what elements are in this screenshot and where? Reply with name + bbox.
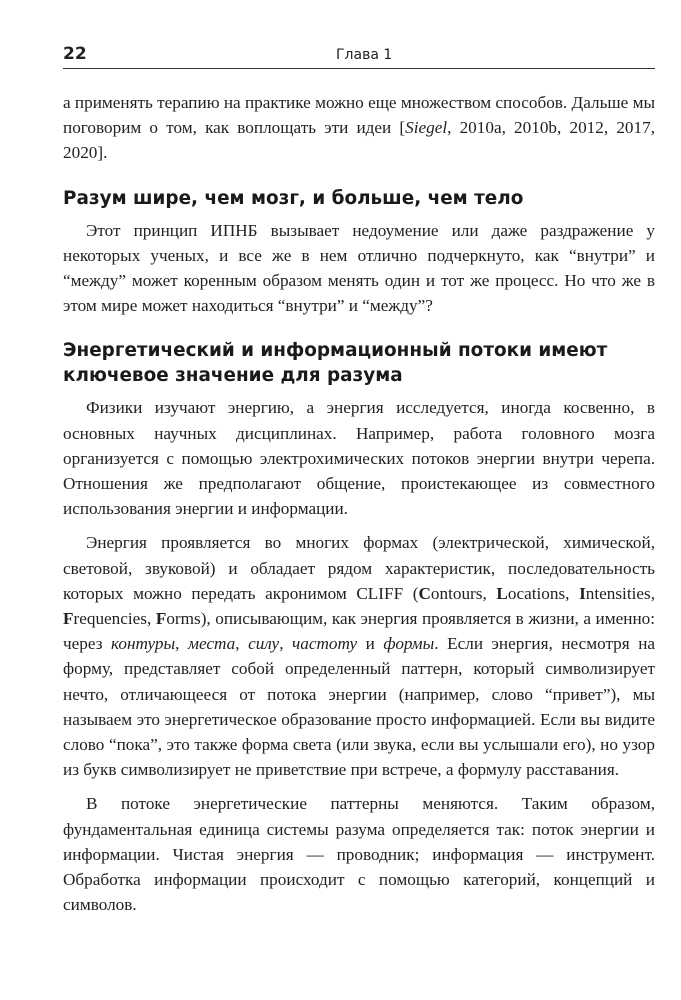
section-heading-mind-wider: Разум шире, чем мозг, и больше, чем тело — [63, 187, 524, 209]
section1-paragraph: Этот принцип ИПНБ вызывает недоумение или даже раздражение у некоторых ученых, и все же в нем отлично подчеркнуто, как “внутри” и “между” может коренным образом менять один и тот же процесс. Но что же в этом мире может находиться “внутри” и “между”? — [63, 220, 655, 316]
section2-paragraph3: В потоке энергетические паттерны меняются. Таким образом, фундаментальная единица системы разума определяется так: поток энергии и информации. Чистая энергия — проводник; информация — инструмент. Обработка информации происходит с помощью категорий, концепций и символов. — [63, 794, 655, 915]
running-header — [63, 44, 655, 69]
section-heading-energy-information: Энергетический и информационный потоки имеют ключевое значение для разума — [63, 340, 608, 387]
chapter-title: Глава 1 — [336, 47, 393, 63]
intro-paragraph: а применять терапию на практике можно еще множеством способов. Дальше мы поговорим о том, как воплощать эти идеи [Siegel, 2010a, 2010b, 2012, 2017, 2020]. — [63, 93, 656, 163]
citation-author: Siegel — [405, 118, 448, 138]
book-page — [63, 44, 655, 917]
page-number: 22 — [63, 44, 87, 64]
section2-paragraph1: Физики изучают энергию, а энергия исследуется, иногда косвенно, в основных научных дисциплинах. Например, работа головного мозга организуется с помощью электрохимических потоков энергии внутри черепа. Отношения же предполагают общение, проистекающее из совместного использования энергии и информации. — [63, 398, 655, 519]
section2-paragraph2: Энергия проявляется во многих формах (электрической, химической, световой, звуковой) и обладает рядом характеристик, последовательность которых можно передать акронимом CLIFF (Contours, Locations, Intensities, Frequencies, Forms), описывающим, как энергия проявляется в жизни, а именно: через контуры, места, силу, частоту и формы. Если энергия, несмотря на форму, представляет собой определенный паттерн, который символизирует нечто, отличающееся от потока энергии (например, слово “привет”), мы называем это энергетическое образование просто информацией. Если вы видите слово “пока”, это также форма света (или звука, если вы услышали его), но узор из букв символизирует не приветствие при встрече, а формулу расставания. — [63, 533, 656, 780]
